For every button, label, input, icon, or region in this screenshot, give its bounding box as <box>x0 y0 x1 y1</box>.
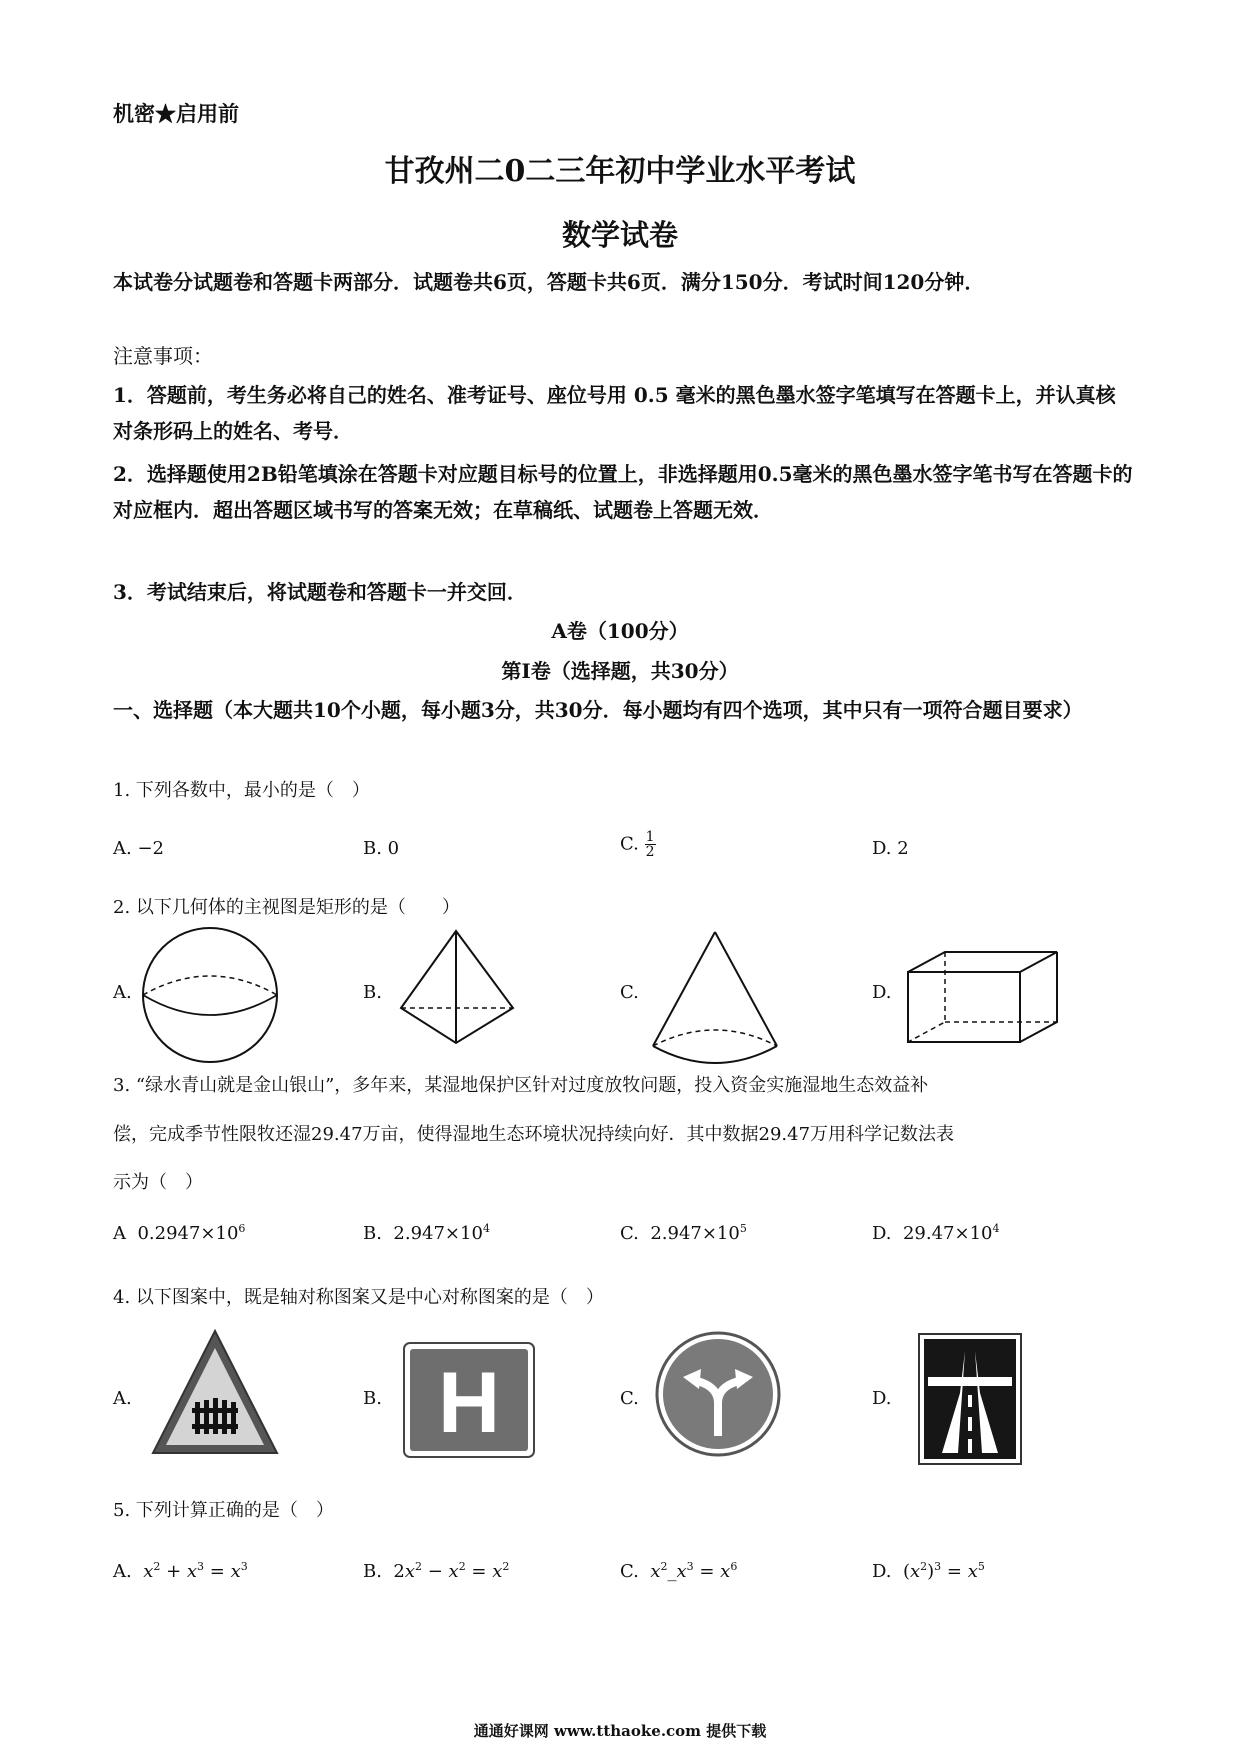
q3-option-c-base: 2.947×10 <box>650 1223 740 1244</box>
q4-option-d-label: D. <box>872 1388 892 1409</box>
q1-option-a: A. −2 <box>113 838 164 859</box>
q2-option-a-label: A. <box>113 982 132 1003</box>
q5-option-c: C. $x^2\_x^3 = x^6$ <box>620 1560 738 1582</box>
cone-figure <box>650 930 780 1080</box>
notes-title: 注意事项： <box>113 344 213 368</box>
section1-heading: 一、选择题（本大题共10个小题，每小题3分，共30分．每小题均有四个选项，其中只有一项符合题目要求） <box>113 698 1083 722</box>
motorway-sign-icon <box>918 1333 1022 1465</box>
confidential-label: 机密★启用前 <box>113 101 239 126</box>
volume-a-heading: A卷（100分） <box>551 619 689 643</box>
q3-option-d-exponent: 4 <box>992 1222 1000 1235</box>
sphere-figure <box>140 925 280 1065</box>
fraction-numerator: 1 <box>645 829 655 845</box>
q3-option-b-base: 2.947×10 <box>393 1223 483 1244</box>
q3-stem-line3: 示为（ ） <box>113 1172 203 1193</box>
q5-option-d: D. $(x^2)^3 = x^5$ <box>872 1560 985 1582</box>
q1-option-b: B. 0 <box>363 838 400 859</box>
q3-option-a-exponent: 6 <box>238 1222 246 1235</box>
q3-stem-line2: 偿，完成季节性限牧还湿29.47万亩，使得湿地生态环境状况持续向好．其中数据29.47万用科学记数法表 <box>113 1124 955 1145</box>
q5-option-d-label: D. <box>872 1561 892 1582</box>
q1-option-d: D. 2 <box>872 838 909 859</box>
footer-watermark: 通通好课网 www.tthaoke.com 提供下载 <box>473 1722 767 1740</box>
cuboid-figure <box>905 950 1060 1045</box>
q5-option-b-label: B. <box>363 1561 382 1582</box>
q3-option-b <box>363 1222 490 1244</box>
part1-heading: 第Ⅰ卷（选择题，共30分） <box>501 659 739 683</box>
q2-option-d-label: D. <box>872 982 892 1003</box>
fraction-denominator: 2 <box>645 844 655 860</box>
q3-option-b-label: B. <box>363 1223 382 1244</box>
q2-stem: 2. 以下几何体的主视图是矩形的是（ ） <box>113 897 460 918</box>
note-2: 2．选择题使用2B铅笔填涂在答题卡对应题目标号的位置上，非选择题用0.5毫米的黑色墨水签字笔书写在答题卡的对应框内．超出答题区域书写的答案无效；在草稿纸、试题卷上答题无效． <box>113 462 1133 522</box>
q3-option-c-label: C. <box>620 1223 639 1244</box>
pyramid-figure <box>398 928 518 1048</box>
q3-option-a-base: 0.2947×10 <box>137 1223 239 1244</box>
left-right-turn-sign-icon <box>655 1331 781 1457</box>
q5-option-b: B. $2x^2 - x^2 = x^2$ <box>363 1560 510 1582</box>
q4-option-c-label: C. <box>620 1388 639 1409</box>
q4-option-a-label: A. <box>113 1388 132 1409</box>
note-3: 3．考试结束后，将试题卷和答题卡一并交回． <box>113 580 527 604</box>
q5-option-c-label: C. <box>620 1561 639 1582</box>
note-1: 1．答题前，考生务必将自己的姓名、准考证号、座位号用 0.5 毫米的黑色墨水签字笔填写在答题卡上，并认真核对条形码上的姓名、考号． <box>113 383 1116 443</box>
q3-option-d-label: D. <box>872 1223 892 1244</box>
q3-option-a-label: A <box>113 1223 126 1244</box>
q4-stem: 4. 以下图案中，既是轴对称图案又是中心对称图案的是（ ） <box>113 1287 604 1308</box>
q2-option-b-label: B. <box>363 982 382 1003</box>
q3-option-d <box>872 1222 1000 1244</box>
q3-option-c-exponent: 5 <box>739 1222 747 1235</box>
q1-stem: 1. 下列各数中，最小的是（ ） <box>113 780 370 801</box>
q3-stem-line1: 3. “绿水青山就是金山银山”，多年来，某湿地保护区针对过度放牧问题，投入资金实施湿地生态效益补 <box>113 1075 929 1096</box>
q3-option-a <box>113 1222 245 1244</box>
q4-option-b-label: B. <box>363 1388 382 1409</box>
q3-option-b-exponent: 4 <box>482 1222 490 1235</box>
exam-title: 甘孜州二0二三年初中学业水平考试 <box>384 154 856 189</box>
q3-option-c <box>620 1222 747 1244</box>
fraction <box>645 830 656 859</box>
q1-option-c-label: C. <box>620 833 639 855</box>
railway-crossing-sign-icon <box>150 1328 280 1458</box>
sign-letter: H <box>437 1355 501 1451</box>
q5-option-a: A. $x^2 + x^3 = x^3$ <box>113 1560 248 1582</box>
exam-subtitle: 数学试卷 <box>561 218 678 252</box>
q5-stem: 5. 下列计算正确的是（ ） <box>113 1500 334 1521</box>
q5-option-a-label: A. <box>113 1561 132 1582</box>
q2-option-c-label: C. <box>620 982 639 1003</box>
q1-option-c <box>620 830 656 859</box>
intro-line: 本试卷分试题卷和答题卡两部分．试题卷共6页，答题卡共6页．满分150分．考试时间120分钟． <box>113 270 985 294</box>
hospital-h-sign-icon <box>403 1342 535 1458</box>
q3-option-d-base: 29.47×10 <box>902 1223 993 1244</box>
